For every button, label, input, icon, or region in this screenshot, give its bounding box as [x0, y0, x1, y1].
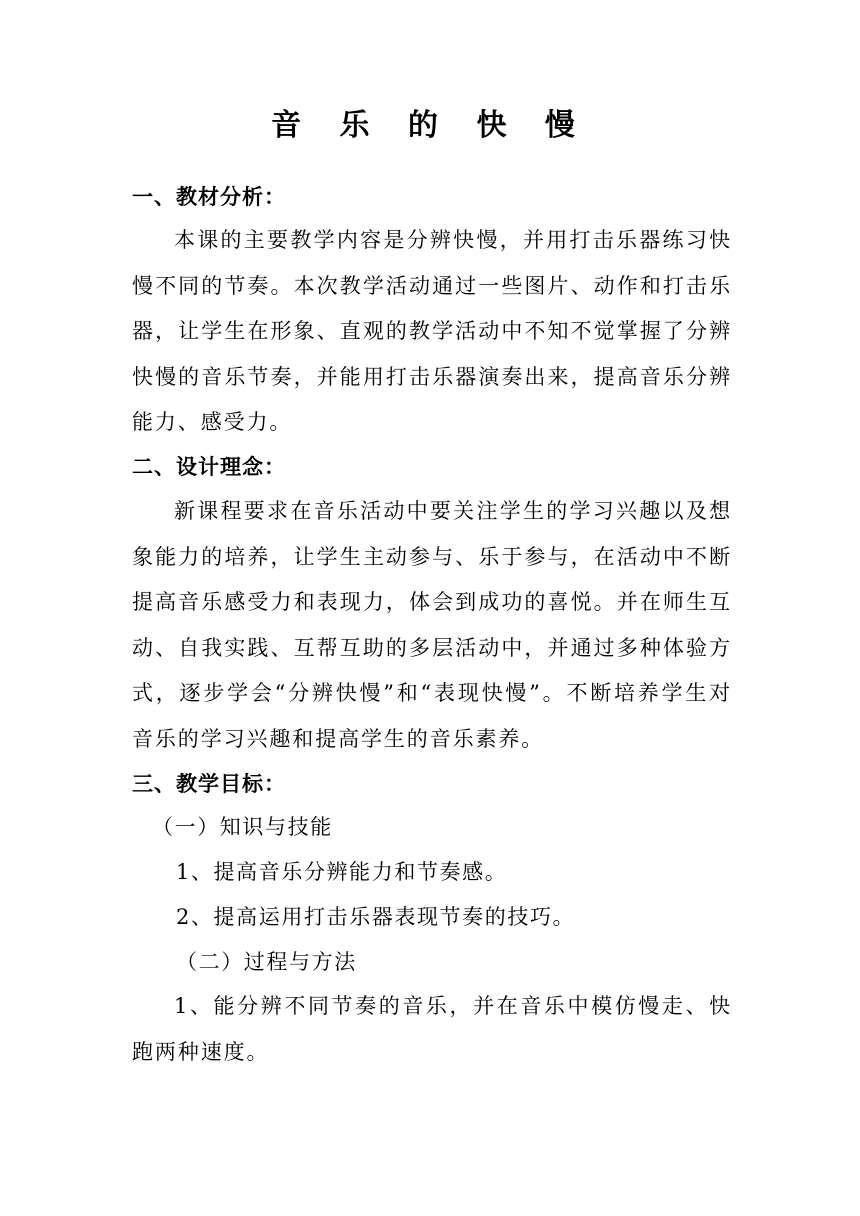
objective-item: 1、提高音乐分辨能力和节奏感。	[176, 860, 508, 884]
section-paragraph-analysis: 本课的主要教学内容是分辨快慢，并用打击乐器练习快慢不同的节奏。本次教学活动通过一些图片、动作和打击乐器，让学生在形象、直观的教学活动中不知不觉掌握了分辨快慢的音乐节奏，并能用打击乐器演奏出来，提高音乐分辨能力、感受力。	[132, 228, 732, 434]
section-heading-concept: 二、设计理念：	[132, 455, 286, 479]
subsection-title-knowledge: （一）知识与技能	[152, 815, 333, 839]
section-paragraph-concept: 新课程要求在音乐活动中要关注学生的学习兴趣以及想象能力的培养，让学生主动参与、乐于参与，在活动中不断提高音乐感受力和表现力，体会到成功的喜悦。并在师生互动、自我实践、互帮互助的多层活动中，并通过多种体验方式，逐步学会“分辨快慢”和“表现快慢”。不断培养学生对音乐的学习兴趣和提高学生的音乐素养。	[132, 499, 732, 751]
objective-item: 2、提高运用打击乐器表现节奏的技巧。	[176, 905, 576, 929]
section-heading-objectives: 三、教学目标：	[132, 772, 286, 796]
subsection-title-process: （二）过程与方法	[176, 950, 357, 974]
section-heading-analysis: 一、教材分析：	[132, 185, 286, 209]
document-title: 音 乐 的 快 慢	[271, 108, 589, 143]
objective-item: 1、能分辨不同节奏的音乐，并在音乐中模仿慢走、快跑两种速度。	[132, 994, 732, 1064]
